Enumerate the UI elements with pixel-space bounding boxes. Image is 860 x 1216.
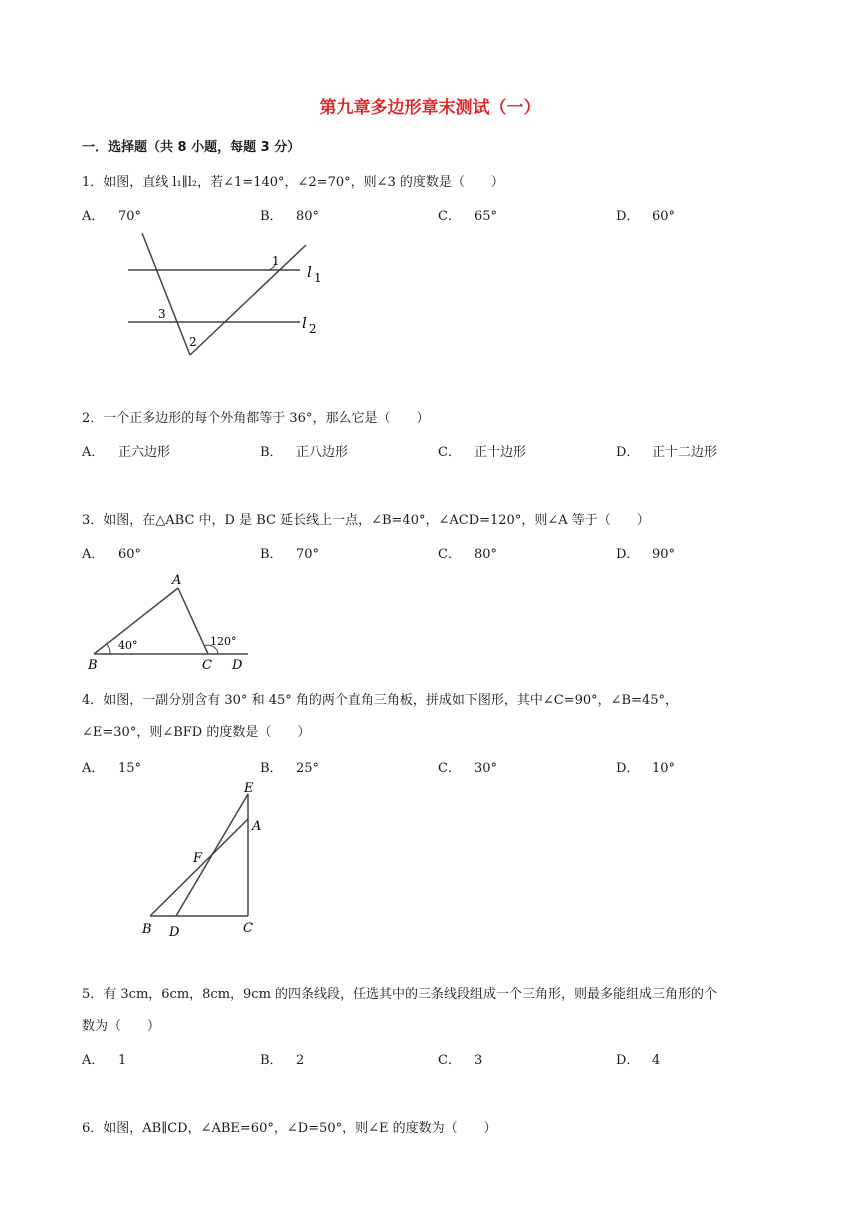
- question-5-stem: 5．有 3cm，6cm，8cm，9cm 的四条线段，任选其中的三条线段组成一个三角形，则最多能组成三角形的个: [82, 987, 718, 1002]
- q2-option-a: A． 正六边形: [82, 445, 171, 460]
- q2-option-d: D． 正十二边形: [616, 445, 718, 460]
- page-title: 第九章多边形章末测试（一）: [319, 98, 541, 118]
- point-c-label: C: [243, 921, 253, 936]
- q4-option-c: C． 30°: [438, 761, 498, 776]
- q4-option-a: A． 15°: [82, 761, 142, 776]
- angle-1-label: 1: [272, 254, 280, 268]
- q5-option-d: D． 4: [616, 1053, 661, 1068]
- q4-option-b: B． 25°: [260, 761, 320, 776]
- point-d-label: D: [169, 925, 180, 940]
- q3-option-a: A． 60°: [82, 547, 142, 562]
- question-4-stem-cont: ∠E=30°，则∠BFD 的度数是（ ）: [82, 725, 311, 740]
- angle-3-label: 3: [158, 307, 166, 321]
- question-5-stem-cont: 数为（ ）: [82, 1019, 161, 1034]
- section-heading: 一．选择题（共 8 小题，每题 3 分）: [82, 140, 301, 155]
- point-f-label: F: [193, 851, 203, 866]
- transversal-left: [142, 233, 190, 355]
- point-d-label: D: [232, 658, 243, 673]
- q1-figure: [120, 228, 340, 363]
- q5-option-a: A． 1: [82, 1053, 127, 1068]
- line-de: [176, 794, 248, 916]
- line-ba: [150, 819, 248, 916]
- q5-option-c: C． 3: [438, 1053, 483, 1068]
- point-b-label: B: [88, 658, 98, 673]
- point-a-label: A: [252, 819, 262, 834]
- l1-label: l: [307, 263, 312, 281]
- point-c-label: C: [202, 658, 212, 673]
- angle-acd-value: 120°: [210, 635, 237, 648]
- q3-option-d: D． 90°: [616, 547, 676, 562]
- question-2-stem: 2．一个正多边形的每个外角都等于 36°，那么它是（ ）: [82, 411, 430, 426]
- point-e-label: E: [244, 781, 254, 796]
- point-b-label: B: [142, 922, 152, 937]
- l2-subscript: 2: [309, 322, 317, 336]
- question-6-stem: 6．如图，AB∥CD，∠ABE=60°，∠D=50°，则∠E 的度数为（ ）: [82, 1121, 497, 1136]
- q3-option-b: B． 70°: [260, 547, 320, 562]
- question-3-stem: 3．如图，在△ABC 中，D 是 BC 延长线上一点，∠B=40°，∠ACD=120°，则∠A 等于（ ）: [82, 513, 650, 528]
- l1-subscript: 1: [314, 271, 322, 285]
- q5-option-b: B． 2: [260, 1053, 305, 1068]
- q1-option-d: D． 60°: [616, 209, 676, 224]
- point-a-label: A: [172, 573, 182, 588]
- q1-option-b: B． 80°: [260, 209, 320, 224]
- l2-label: l: [302, 314, 307, 332]
- q1-option-c: C． 65°: [438, 209, 498, 224]
- q1-option-a: A． 70°: [82, 209, 142, 224]
- q4-option-d: D． 10°: [616, 761, 676, 776]
- question-1-stem: 1．如图，直线 l₁∥l₂，若∠1=140°，∠2=70°，则∠3 的度数是（ ）: [82, 175, 504, 190]
- q3-option-c: C． 80°: [438, 547, 498, 562]
- angle-b-arc: [107, 644, 110, 654]
- q3-figure: [84, 568, 264, 674]
- q2-option-b: B． 正八边形: [260, 445, 349, 460]
- q2-option-c: C． 正十边形: [438, 445, 527, 460]
- angle-b-value: 40°: [118, 639, 138, 652]
- question-4-stem: 4．如图，一副分别含有 30° 和 45° 角的两个直角三角板，拼成如下图形，其中∠C=90°，∠B=45°，: [82, 693, 679, 708]
- transversal-right: [190, 245, 306, 355]
- q4-figure: [138, 779, 268, 941]
- side-ac: [178, 588, 208, 654]
- angle-2-label: 2: [189, 335, 197, 349]
